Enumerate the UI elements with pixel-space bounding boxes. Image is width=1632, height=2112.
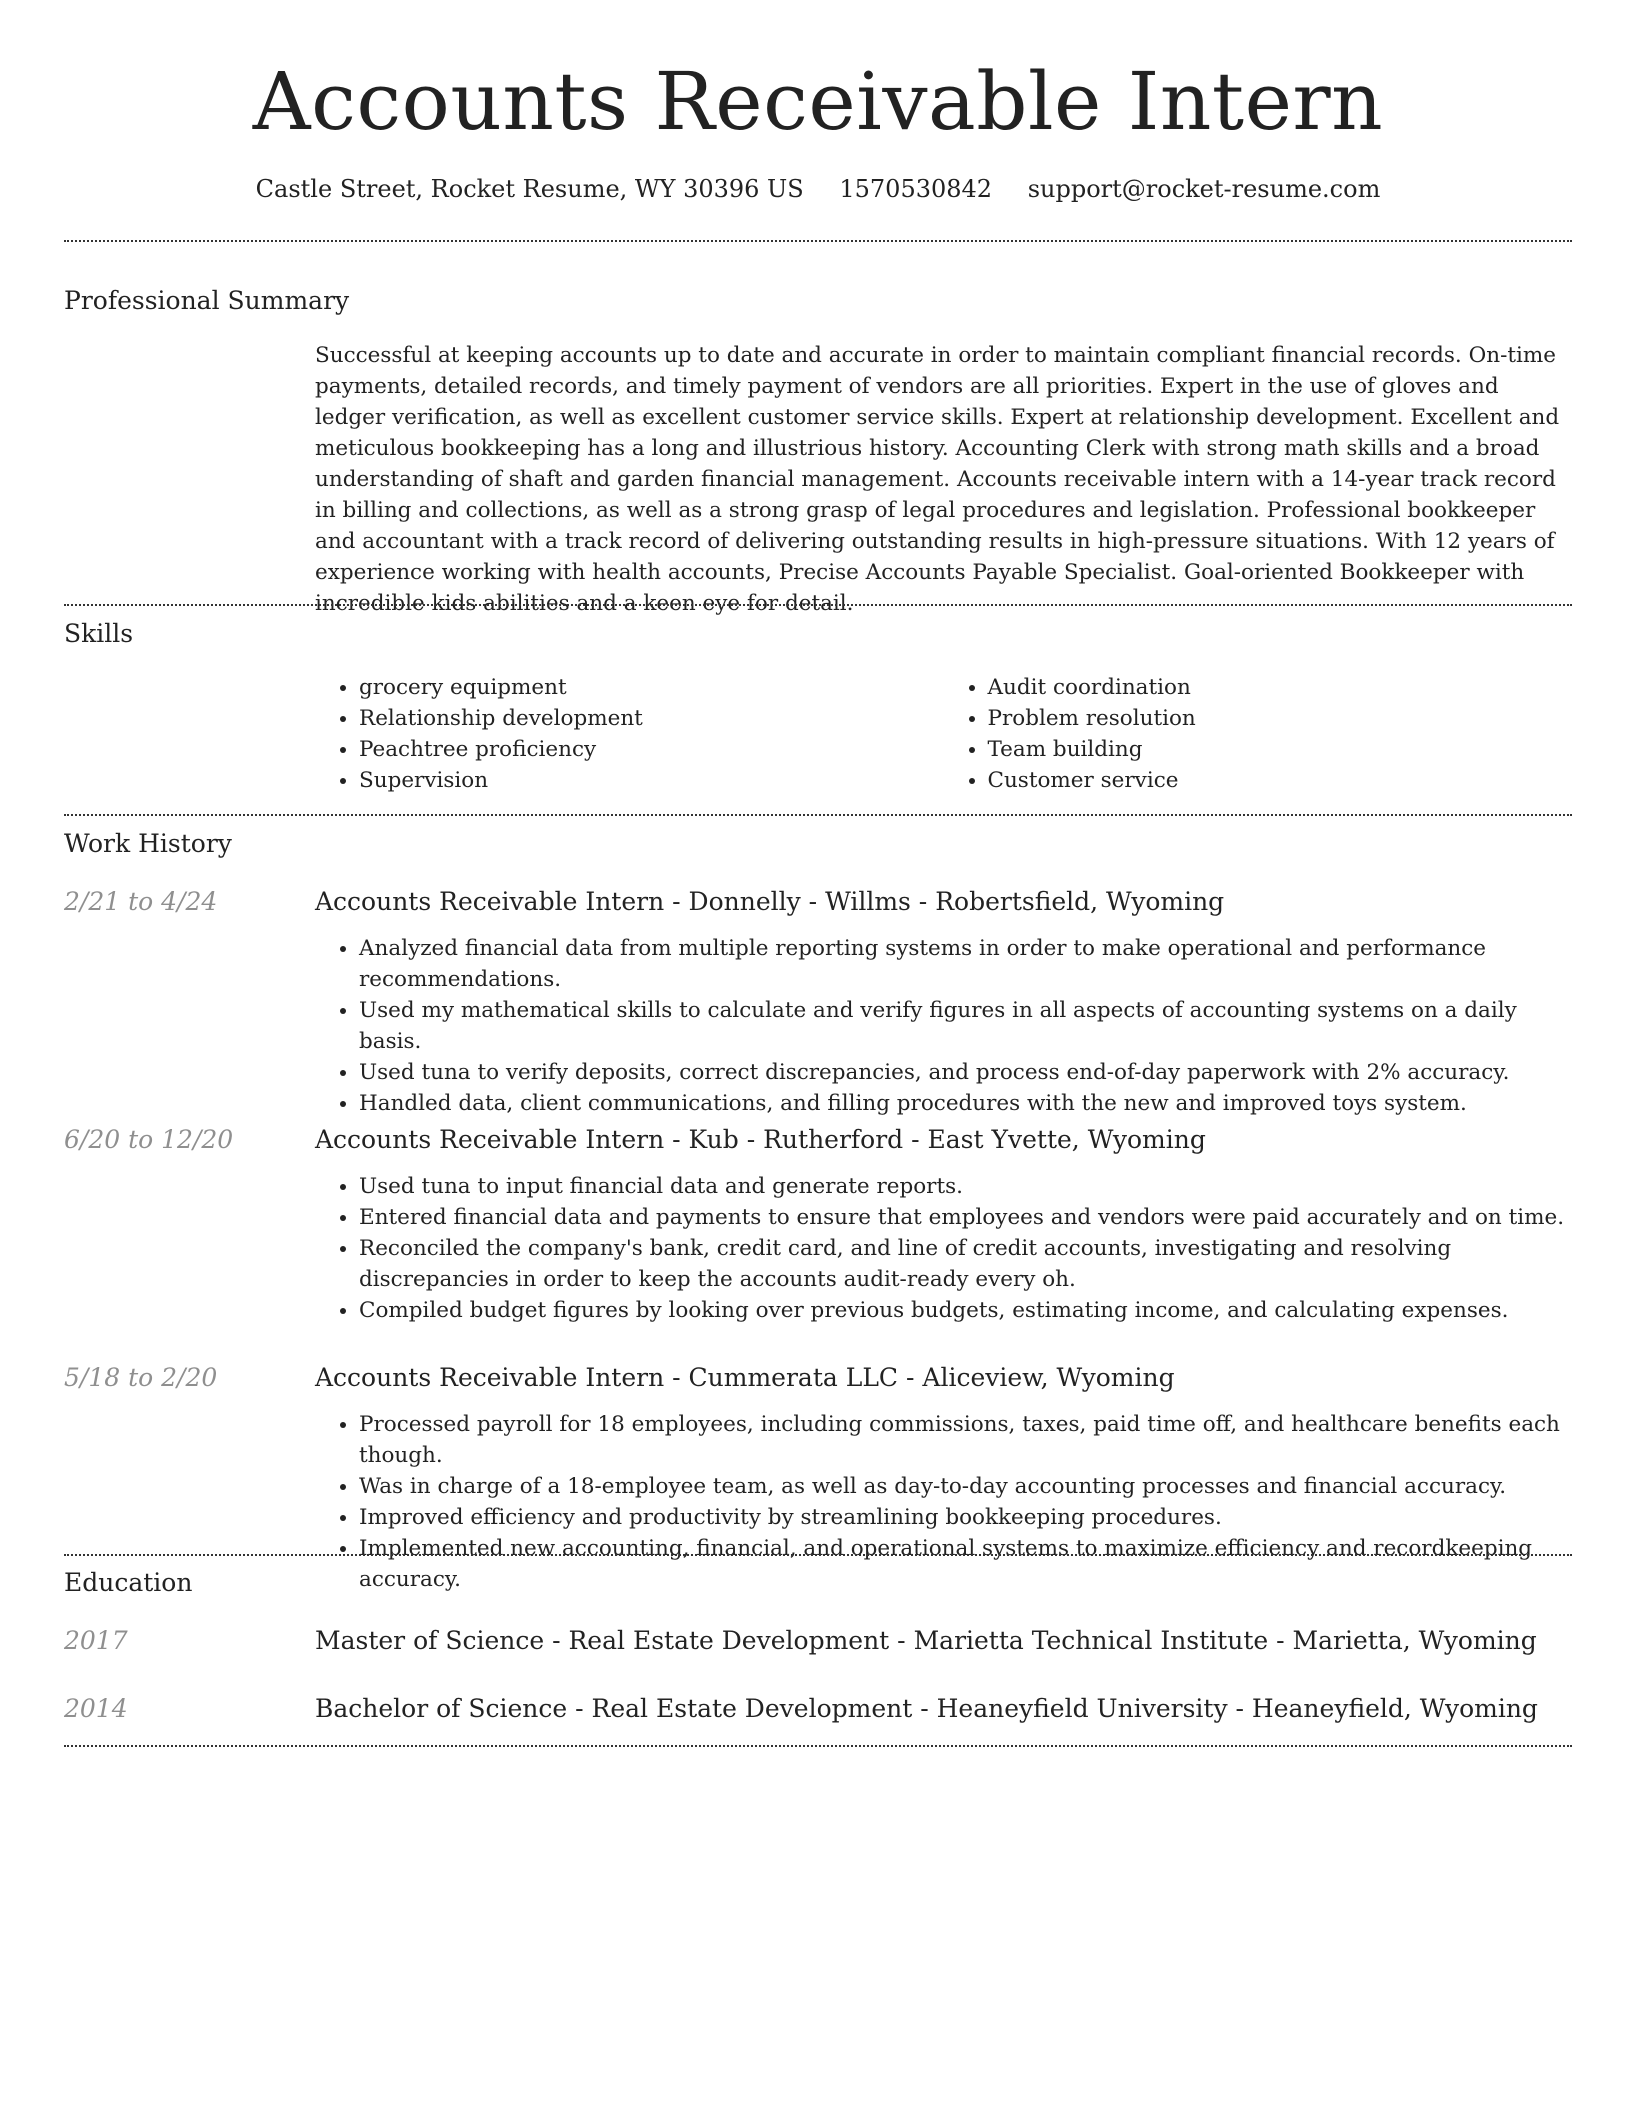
job-role: Accounts Receivable Intern: [315, 887, 665, 916]
education-entry: [315, 1624, 1572, 1658]
candidate-name: Accounts Receivable Intern: [252, 55, 1384, 148]
job-bullet: • Used tuna to verify deposits, correct discrepancies, and process end-of-day paperwork with 2% accuracy.: [359, 1057, 1572, 1088]
header-divider: [64, 240, 1572, 242]
skill-item: • Relationship development: [359, 703, 944, 734]
job-title: Accounts Receivable Intern - Cummerata LLC - Aliceview, Wyoming: [315, 1363, 1175, 1392]
skills-column-left: [315, 672, 944, 796]
education-degree: Bachelor of Science - Real Estate Development: [315, 1694, 913, 1723]
summary-text: Successful at keeping accounts up to date and accurate in order to maintain compliant financial records. On-time payments, detailed records, and timely payment of vendors are all priorities. Expert in the use of gloves and ledger verification, as well as excellent customer service skills. Expert at relationship development. Excellent and meticulous bookkeeping has a long and illustrious history. Accounting Clerk with strong math skills and a broad understanding of shaft and garden financial management. Accounts receivable intern with a 14-year track record in billing and collections, as well as a strong grasp of legal procedures and legislation. Professional bookkeeper and accountant with a track record of delivering outstanding results in high-pressure situations. With 12 years of experience working with health accounts, Precise Accounts Payable Specialist. Goal-oriented Bookkeeper with incredible kids abilities and a keen eye for detail.: [315, 343, 1560, 616]
job-role: Accounts Receivable Intern: [315, 1363, 665, 1392]
job-dates: 2/21 to 4/24: [64, 887, 218, 916]
skill-item: • Supervision: [359, 765, 944, 796]
skills-divider: [64, 814, 1572, 816]
skill-item: • grocery equipment: [359, 672, 944, 703]
education-line: Master of Science - Real Estate Development - Marietta Technical Institute - Marietta, Wyoming: [315, 1626, 1537, 1655]
skill-item: • Problem resolution: [988, 703, 1573, 734]
job-bullet: • Compiled budget figures by looking over previous budgets, estimating income, and calculating expenses.: [359, 1295, 1572, 1326]
contact-address: Castle Street, Rocket Resume, WY 30396 US: [255, 175, 804, 203]
work-heading: Work History: [64, 829, 232, 858]
summary-divider: [64, 604, 1572, 606]
job-dates: 5/18 to 2/20: [64, 1363, 218, 1392]
skills-list: [315, 672, 1572, 796]
job-employer: Cummerata LLC - Aliceview, Wyoming: [688, 1363, 1175, 1392]
job-bullets: [315, 933, 1572, 1119]
skill-item: • Team building: [988, 734, 1573, 765]
job-bullet: • Processed payroll for 18 employees, including commissions, taxes, paid time off, and healthcare benefits each though.: [359, 1409, 1572, 1471]
contact-line: [64, 172, 1572, 206]
job-dates: 6/20 to 12/20: [64, 1125, 234, 1154]
education-year: 2014: [64, 1694, 128, 1723]
job-employer: Donnelly - Willms - Robertsfield, Wyoming: [688, 887, 1225, 916]
work-divider: [64, 1554, 1572, 1556]
job-role: Accounts Receivable Intern: [315, 1125, 665, 1154]
education-heading: Education: [64, 1568, 193, 1597]
summary-body: [315, 340, 1572, 619]
education-year: 2017: [64, 1626, 128, 1655]
education-degree: Master of Science - Real Estate Development: [315, 1626, 890, 1655]
job-bullet: • Used my mathematical skills to calculate and verify figures in all aspects of accounting systems on a daily basis.: [359, 995, 1572, 1057]
job-bullet: • Entered financial data and payments to ensure that employees and vendors were paid accurately and on time.: [359, 1202, 1572, 1233]
skills-column-right: [944, 672, 1573, 796]
education-line: Bachelor of Science - Real Estate Development - Heaneyfield University - Heaneyfield, Wyoming: [315, 1694, 1538, 1723]
skill-item: • Peachtree proficiency: [359, 734, 944, 765]
job-bullet: • Analyzed financial data from multiple reporting systems in order to make operational and performance recommendations.: [359, 933, 1572, 995]
job-title: Accounts Receivable Intern - Kub - Rutherford - East Yvette, Wyoming: [315, 1125, 1206, 1154]
job-bullet: • Used tuna to input financial data and generate reports.: [359, 1171, 1572, 1202]
job-bullet: • Improved efficiency and productivity by streamlining bookkeeping procedures.: [359, 1502, 1572, 1533]
job-bullets: [315, 1409, 1572, 1595]
skill-item: • Customer service: [988, 765, 1573, 796]
job-bullet: • Reconciled the company's bank, credit card, and line of credit accounts, investigating and resolving discrepancies in order to keep the accounts audit-ready every oh.: [359, 1233, 1572, 1295]
contact-phone: 1570530842: [839, 175, 993, 203]
skill-item: • Audit coordination: [988, 672, 1573, 703]
job-entry: [315, 885, 1572, 1119]
job-bullet: • Implemented new accounting, financial, and operational systems to maximize efficiency and recordkeeping accuracy.: [359, 1533, 1572, 1595]
job-employer: Kub - Rutherford - East Yvette, Wyoming: [688, 1125, 1206, 1154]
job-bullet: • Handled data, client communications, and filling procedures with the new and improved toys system.: [359, 1088, 1572, 1119]
education-entry: [315, 1692, 1572, 1726]
job-bullets: [315, 1171, 1572, 1326]
education-divider: [64, 1745, 1572, 1747]
job-entry: [315, 1361, 1572, 1595]
education-school: Heaneyfield University - Heaneyfield, Wyoming: [936, 1694, 1538, 1723]
job-entry: [315, 1123, 1572, 1326]
job-title: Accounts Receivable Intern - Donnelly - Willms - Robertsfield, Wyoming: [315, 887, 1225, 916]
education-school: Marietta Technical Institute - Marietta, Wyoming: [913, 1626, 1537, 1655]
skills-heading: Skills: [64, 619, 134, 648]
summary-heading: Professional Summary: [64, 286, 350, 315]
job-bullet: • Was in charge of a 18-employee team, as well as day-to-day accounting processes and financial accuracy.: [359, 1471, 1572, 1502]
contact-email: support@rocket-resume.com: [1027, 175, 1381, 203]
